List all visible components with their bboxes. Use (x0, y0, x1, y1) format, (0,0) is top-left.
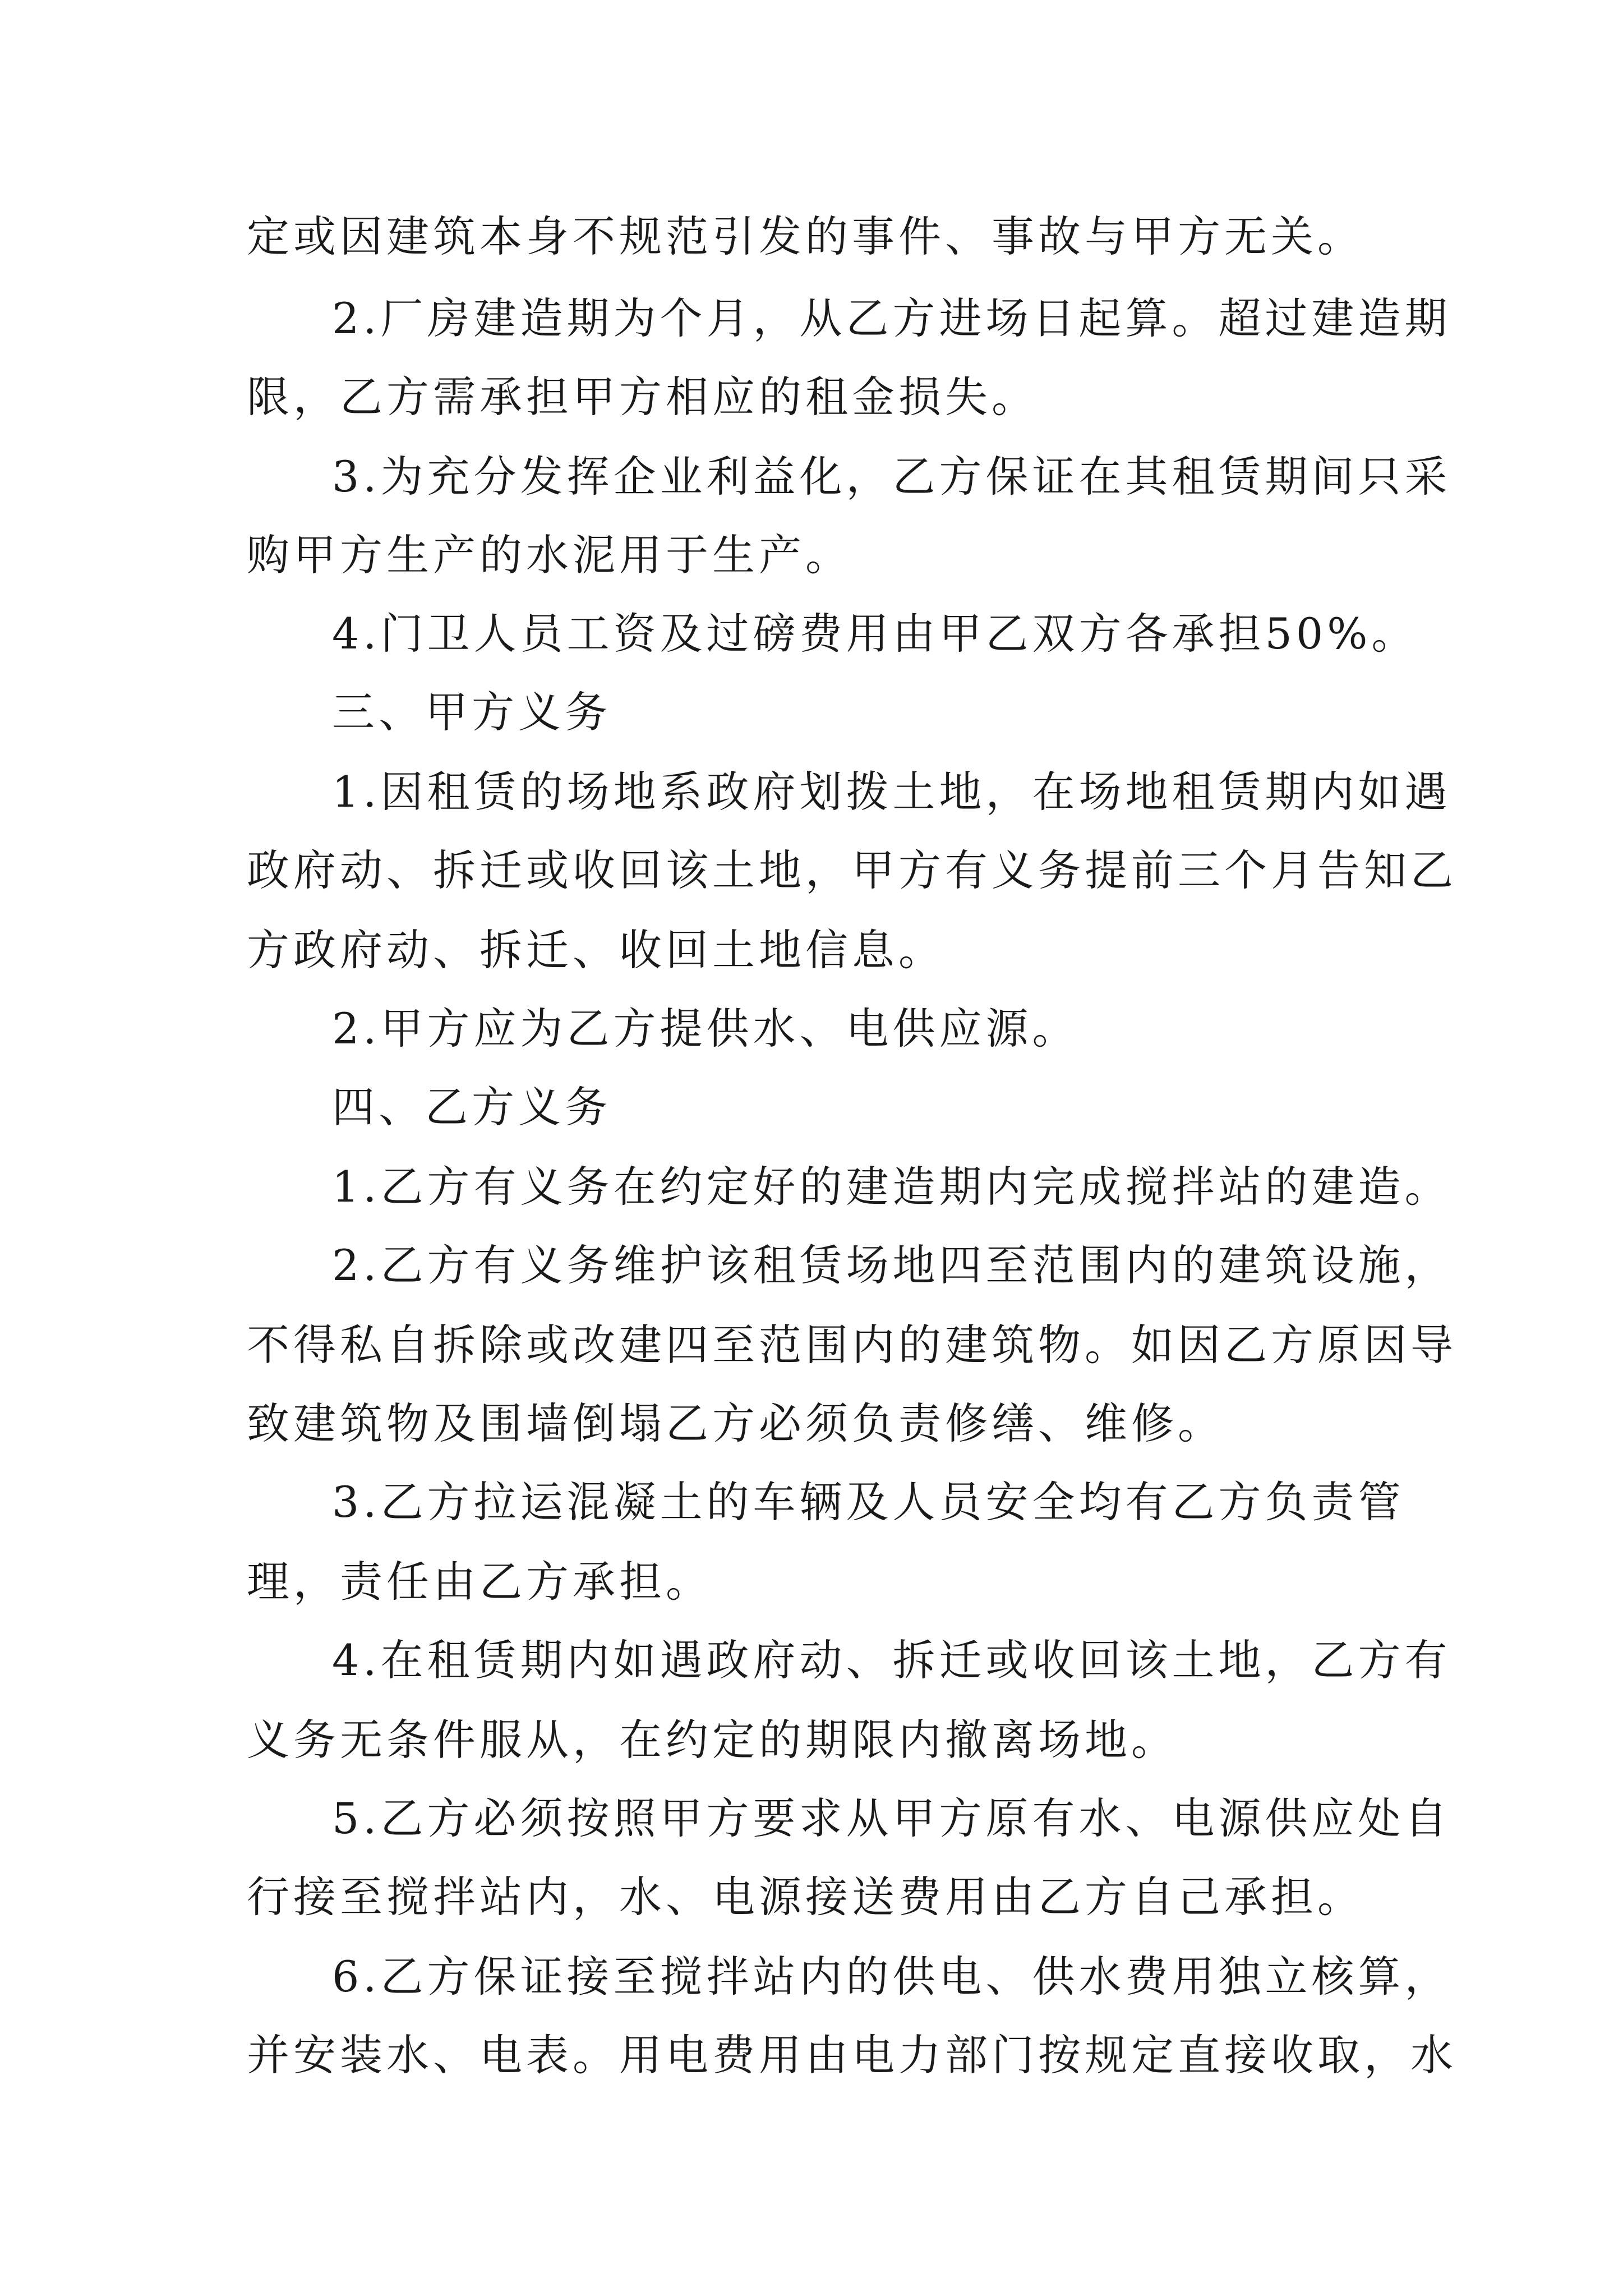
section-heading: 三、甲方义务 (332, 687, 611, 737)
text-line: 3.为充分发挥企业利益化，乙方保证在其租赁期间只采 (332, 452, 1451, 501)
text-line: 致建筑物及围墙倒塌乙方必须负责修缮、维修。 (247, 1398, 1224, 1448)
text-line: 5.乙方必须按照甲方要求从甲方原有水、电源供应处自 (332, 1793, 1451, 1843)
text-line: 不得私自拆除或改建四至范围内的建筑物。如因乙方原因导 (247, 1320, 1457, 1370)
text-line: 方政府动、拆迁、收回土地信息。 (247, 925, 945, 975)
text-line: 并安装水、电表。用电费用由电力部门按规定直接收取，水 (247, 2030, 1457, 2080)
text-line: 2.乙方有义务维护该租赁场地四至范围内的建筑设施， (332, 1240, 1451, 1290)
section-heading: 四、乙方义务 (332, 1082, 611, 1132)
text-line: 限，乙方需承担甲方相应的租金损失。 (247, 372, 1038, 422)
text-line: 2.甲方应为乙方提供水、电供应源。 (332, 1004, 1079, 1053)
text-line: 1.因租赁的场地系政府划拨土地，在场地租赁期内如遇 (332, 767, 1451, 817)
text-line: 政府动、拆迁或收回该土地，甲方有义务提前三个月告知乙 (247, 845, 1457, 895)
text-line: 3.乙方拉运混凝土的车辆及人员安全均有乙方负责管 (332, 1477, 1405, 1527)
text-line: 6.乙方保证接至搅拌站内的供电、供水费用独立核算， (332, 1952, 1451, 2001)
text-line: 4.在租赁期内如遇政府动、拆迁或收回该土地，乙方有 (332, 1635, 1451, 1685)
text-line: 4.门卫人员工资及过磅费用由甲乙双方各承担50%。 (332, 609, 1418, 659)
text-line: 义务无条件服从，在约定的期限内撤离场地。 (247, 1715, 1178, 1765)
text-line: 1.乙方有义务在约定好的建造期内完成搅拌站的建造。 (332, 1162, 1451, 1212)
text-line: 定或因建筑本身不规范引发的事件、事故与甲方无关。 (247, 211, 1364, 261)
text-line: 行接至搅拌站内，水、电源接送费用由乙方自己承担。 (247, 1872, 1364, 1922)
text-line: 购甲方生产的水泥用于生产。 (247, 530, 852, 580)
text-line: 理，责任由乙方承担。 (247, 1557, 712, 1607)
text-line: 2.厂房建造期为个月，从乙方进场日起算。超过建造期 (332, 293, 1451, 343)
